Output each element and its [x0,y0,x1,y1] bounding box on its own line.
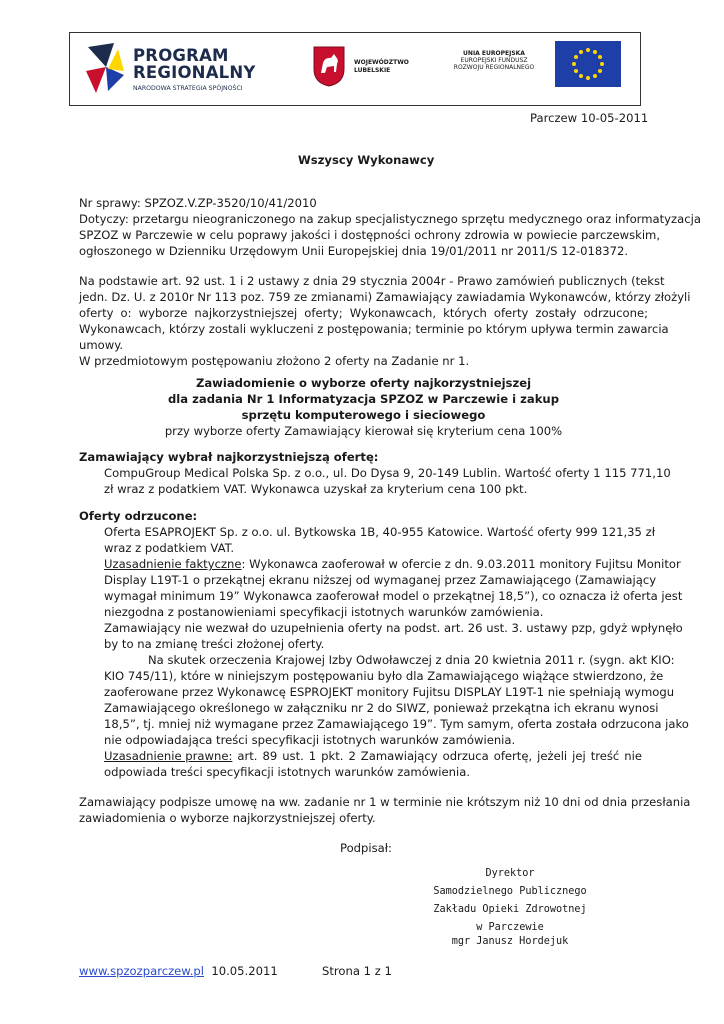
region-name-line1: WOJEWÓDZTWO [354,59,409,66]
legal-justification-text: art. 89 ust. 1 pkt. 2 Zamawiający odrzuca ofertę, jeżeli jej treść nie [237,749,642,763]
case-subject-line: Dotyczy: przetargu nieograniczonego na zakup specjalistycznego sprzętu medycznego oraz informatyzacja [79,212,701,226]
factual-justification-label: Uzasadnienie faktyczne [104,557,242,571]
signature-line: mgr Janusz Hordejuk [451,936,569,947]
factual-line: niezgodna z postanowieniami specyfikacji istotnych warunków zamówienia. [104,605,544,619]
rejected-offers-heading: Oferty odrzucone: [79,509,198,523]
eu-fund-label [440,50,548,71]
footer-website-link[interactable]: www.spzozparczew.pl [79,964,204,978]
ruling-line: Na skutek orzeczenia Krajowej Izby Odwoławczej z dnia 20 kwietnia 2011 r. (sygn. akt KIO: [148,653,675,667]
legal-justification-second-line: odpowiada treści specyfikacji istotnych warunków zamówienia. [104,765,471,779]
program-title-line2: REGIONALNY [133,63,256,82]
rejected-offer-line: Oferta ESAPROJEKT Sp. z o.o. ul. Bytkowska 1B, 40-955 Katowice. Wartość oferty 999 121,35 zł [104,525,655,539]
footer [79,963,278,979]
signature-line: w Parczewie [476,922,544,933]
signature-line: Zakładu Opieki Zdrowotnej [433,904,587,915]
ruling-line: KIO 745/11), które w niniejszym postępowaniu było dla Zamawiającego wiążące stwierdzono, że [104,669,664,683]
ruling-line: nie odpowiadająca treści specyfikacji istotnych warunków zamówienia. [104,733,516,747]
program-subtitle: NARODOWA STRATEGIA SPÓJNOŚCI [133,85,243,92]
ruling-line: Zamawiającego określonego w załączniku nr 2 do SIWZ, ponieważ przekątna ich ekranu wynosi [104,701,659,715]
basis-line: oferty o: wyborze najkorzystniejszej oferty; Wykonawcach, których oferty zostały odrzucone; [79,306,648,320]
program-regionalny-logo [84,41,284,97]
case-subject-line: ogłoszonego w Dzienniku Urzędowym Unii Europejskiej dnia 19/01/2011 nr 2011/S 12-018372. [79,244,629,258]
basis-line: Wykonawcach, którzy zostali wykluczeni z postępowania; terminie po którym upływa termin zawarcia [79,322,669,336]
footer-page-number: Strona 1 z 1 [322,964,392,978]
closing-line: zawiadomienia o wyborze najkorzystniejszej oferty. [79,811,376,825]
region-name-line2: LUBELSKIE [354,66,391,74]
eu-flag-icon [555,41,621,87]
notice-title-line: Zawiadomienie o wyborze oferty najkorzystniejszej [195,376,532,390]
signature-line: Dyrektor [485,868,535,879]
eu-line3: ROZWOJU REGIONALNEGO [453,64,535,71]
factual-line: wymagał minimum 19” Wykonawca zaoferował model o przekątnej 18,5”), co oznacza iż oferta jest [104,589,683,603]
chosen-offer-heading: Zamawiający wybrał najkorzystniejszą ofertę: [79,450,379,464]
region-name [354,59,409,74]
signed-label: Podpisał: [340,841,392,855]
factual-justification-first-line [104,556,681,572]
ruling-line: zaoferowane przez Wykonawcę ESPROJEKT monitory Fujitsu DISPLAY L19T-1 nie spełniają wymogu [104,685,675,699]
region-logo [312,45,422,89]
chosen-offer-line: CompuGroup Medical Polska Sp. z o.o., ul. Do Dysa 9, 20-149 Lublin. Wartość oferty 1 115 771,10 [104,466,671,480]
eu-line2: EUROPEJSKI FUNDUSZ [460,57,528,64]
notice-criterion: przy wyborze oferty Zamawiający kierował się kryterium cena 100% [164,424,563,438]
rejected-offer-line: wraz z podatkiem VAT. [104,541,235,555]
basis-line: umowy. [79,338,124,352]
ruling-line: 18,5”, tj. mniej niż wymagane przez Zamawiającego 19”. Tym samym, oferta została odrzucona jako [104,717,689,731]
basis-line: W przedmiotowym postępowaniu złożono 2 oferty na Zadanie nr 1. [79,354,470,368]
case-number: Nr sprawy: SPZOZ.V.ZP-3520/10/41/2010 [79,196,317,210]
program-regionalny-emblem-icon [84,41,126,95]
factual-line: Display L19T-1 o przekątnej ekranu niższej od wymaganej przez Zamawiającego (Zamawiający [104,573,657,587]
factual-justification-text: : Wykonawca zaoferował w ofercie z dn. 9.03.2011 monitory Fujitsu Monitor [241,557,681,571]
date-place: Parczew 10-05-2011 [530,111,649,125]
factual-line: by to na zmianę treści złożonej oferty. [104,637,325,651]
footer-date: 10.05.2011 [211,964,278,978]
addressee: Wszyscy Wykonawcy [298,153,435,167]
basis-line: Na podstawie art. 92 ust. 1 i 2 ustawy z dnia 29 stycznia 2004r - Prawo zamówień publicznych (tekst [79,274,665,288]
header-logo-bar [69,32,641,106]
closing-line: Zamawiający podpisze umowę na ww. zadanie nr 1 w terminie nie krótszym niż 10 dni od dnia przesłania [79,795,691,809]
legal-justification-label: Uzasadnienie prawne: [104,749,233,763]
basis-line: jedn. Dz. U. z 2010r Nr 113 poz. 759 ze zmianami) Zamawiający zawiadamia Wykonawców, którzy złożyli [79,290,691,304]
signature-line: Samodzielnego Publicznego [433,886,587,897]
notice-title-line: dla zadania Nr 1 Informatyzacja SPZOZ w Parczewie i zakup [168,392,559,406]
notice-title-line: sprzętu komputerowego i sieciowego [241,408,486,422]
eu-line1: UNIA EUROPEJSKA [463,50,525,57]
region-shield-icon [312,45,346,87]
legal-justification-first-line [104,748,642,764]
chosen-offer-line: zł wraz z podatkiem VAT. Wykonawca uzyskał za kryterium cena 100 pkt. [104,482,528,496]
program-title-line1: PROGRAM [133,46,229,65]
case-subject-line: SPZOZ w Parczewie w celu poprawy jakości i dostępności ochrony zdrowia w powiecie parczewskim, [79,228,661,242]
factual-line: Zamawiający nie wezwał do uzupełnienia oferty na podst. art. 26 ust. 3. ustawy pzp, gdyż wpłynęło [104,621,683,635]
